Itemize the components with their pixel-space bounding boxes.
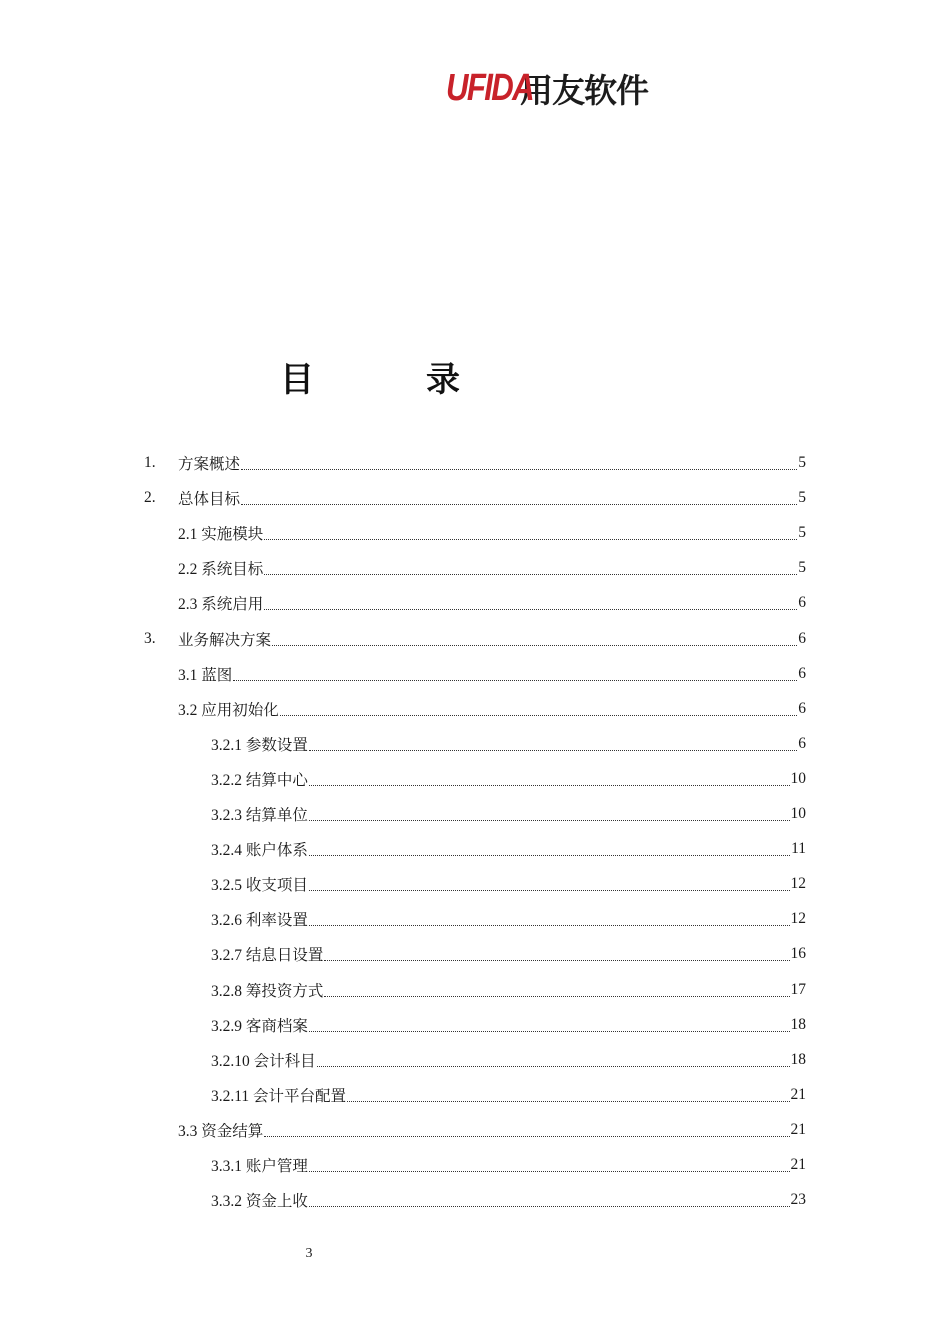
- toc-entry[interactable]: [211, 937, 806, 971]
- toc-dot-leader: [324, 995, 789, 997]
- toc-entry-title: 3.2.9 客商档案: [211, 1017, 308, 1035]
- toc-entry[interactable]: [211, 902, 806, 936]
- toc-dot-leader: [309, 784, 790, 786]
- toc-entry-page: 12: [790, 910, 806, 928]
- toc-entry-title: 3.2 应用初始化: [178, 701, 279, 719]
- toc-entry-page: 18: [790, 1015, 806, 1033]
- toc-dot-leader: [233, 679, 797, 681]
- toc-dot-leader: [264, 573, 797, 575]
- toc-entry-page: 10: [790, 769, 806, 787]
- toc-entry[interactable]: [144, 481, 806, 515]
- toc-dot-leader: [324, 959, 789, 961]
- toc-entry[interactable]: [211, 727, 806, 761]
- toc-entry[interactable]: [178, 657, 806, 691]
- toc-dot-leader: [280, 714, 797, 716]
- toc-dot-leader: [309, 1030, 790, 1032]
- toc-dot-leader: [347, 1100, 789, 1102]
- toc-entry-title: 3.3.1 账户管理: [211, 1158, 308, 1175]
- toc-entry-title: 2.2 系统目标: [178, 561, 264, 579]
- toc-dot-leader: [264, 538, 797, 540]
- toc-entry-page: 21: [790, 1156, 806, 1173]
- toc-entry-page: 11: [791, 840, 806, 858]
- toc-dot-leader: [309, 1170, 790, 1172]
- toc-entry[interactable]: [211, 797, 806, 831]
- toc-dot-leader: [241, 468, 797, 470]
- toc-entry[interactable]: [144, 446, 806, 480]
- toc-entry[interactable]: [211, 1148, 806, 1182]
- toc-entry[interactable]: [211, 1008, 806, 1042]
- toc-entry-title: 3.2.6 利率设置: [211, 912, 308, 930]
- toc-entry[interactable]: [178, 692, 806, 726]
- toc-entry[interactable]: [211, 1078, 806, 1112]
- toc-entry-page: 6: [798, 664, 806, 682]
- toc-entry-title: 3.2.8 筹投资方式: [211, 982, 324, 1000]
- toc-entry-title: 业务解决方案: [178, 631, 272, 649]
- toc-entry-page: 10: [790, 805, 806, 822]
- toc-entry-page: 6: [798, 594, 806, 612]
- toc-dot-leader: [241, 503, 797, 505]
- toc-entry[interactable]: [211, 1043, 806, 1077]
- toc-entry-page: 5: [798, 524, 806, 542]
- toc-dot-leader: [272, 644, 797, 646]
- toc-title: [280, 352, 460, 401]
- toc-entry[interactable]: [211, 973, 806, 1007]
- toc-title-char-2: 录: [426, 360, 460, 400]
- toc-entry-page: 16: [790, 945, 806, 963]
- toc-entry-page: 18: [790, 1050, 806, 1068]
- toc-entry-title: 3.2.11 会计平台配置: [211, 1087, 347, 1105]
- toc-entry-page: 12: [790, 875, 806, 893]
- toc-entry-page: 6: [798, 629, 806, 647]
- toc-entry-title: 3.2.3 结算单位: [211, 807, 308, 824]
- toc-entry-title: 3.2.7 结息日设置: [211, 947, 324, 965]
- toc-entry-title: 2.1 实施模块: [178, 526, 264, 544]
- toc-entry-page: 5: [798, 489, 806, 507]
- toc-entry-title: 总体目标: [178, 491, 241, 509]
- logo-en-text: UFIDA: [446, 66, 534, 109]
- toc-dot-leader: [264, 608, 797, 610]
- ufida-logo: [446, 66, 648, 110]
- toc-entry-title: 3.3.2 资金上收: [211, 1193, 308, 1211]
- toc-entry-number: 3.: [144, 629, 156, 647]
- toc-title-char-1: 目: [280, 360, 314, 400]
- toc-entry[interactable]: [178, 586, 806, 620]
- toc-entry-title: 3.2.1 参数设置: [211, 736, 308, 754]
- toc-entry-title: 3.3 资金结算: [178, 1122, 264, 1140]
- toc-entry-page: 21: [790, 1120, 806, 1138]
- toc-entry-page: 5: [798, 454, 806, 471]
- toc-entry-title: 3.2.2 结算中心: [211, 771, 308, 789]
- toc-dot-leader: [309, 854, 790, 856]
- toc-entry-page: 5: [798, 559, 806, 577]
- toc-entry-page: 6: [798, 699, 806, 717]
- toc-entry-page: 21: [790, 1085, 806, 1103]
- toc-entry[interactable]: [211, 762, 806, 796]
- toc-entry-number: 1.: [144, 454, 156, 471]
- toc-entry[interactable]: [211, 867, 806, 901]
- toc-entry-title: 2.3 系统启用: [178, 596, 264, 614]
- toc-entry[interactable]: [178, 1113, 806, 1147]
- toc-dot-leader: [264, 1135, 789, 1137]
- toc-entry-title: 方案概述: [178, 456, 241, 473]
- toc-entry[interactable]: [211, 1183, 806, 1217]
- toc-dot-leader: [309, 924, 790, 926]
- toc-entry-title: 3.2.5 收支项目: [211, 877, 308, 895]
- toc-entry-title: 3.2.10 会计科目: [211, 1052, 316, 1070]
- toc-entry[interactable]: [211, 832, 806, 866]
- logo-cn-text: 用友软件: [520, 70, 648, 110]
- toc-entry-page: 23: [790, 1191, 806, 1209]
- toc-dot-leader: [309, 749, 797, 751]
- toc-entry[interactable]: [178, 551, 806, 585]
- toc-entry-number: 2.: [144, 489, 156, 507]
- toc-entry-title: 3.2.4 账户体系: [211, 842, 308, 860]
- toc-dot-leader: [309, 889, 790, 891]
- toc-entry[interactable]: [144, 622, 806, 656]
- page-number: 3: [305, 1246, 313, 1261]
- toc-entry-page: 17: [790, 980, 806, 998]
- toc-dot-leader: [309, 819, 790, 821]
- toc-dot-leader: [317, 1065, 790, 1067]
- toc-dot-leader: [309, 1205, 790, 1207]
- toc-entry[interactable]: [178, 516, 806, 550]
- toc-entry-title: 3.1 蓝图: [178, 666, 233, 684]
- toc-entry-page: 6: [798, 734, 806, 752]
